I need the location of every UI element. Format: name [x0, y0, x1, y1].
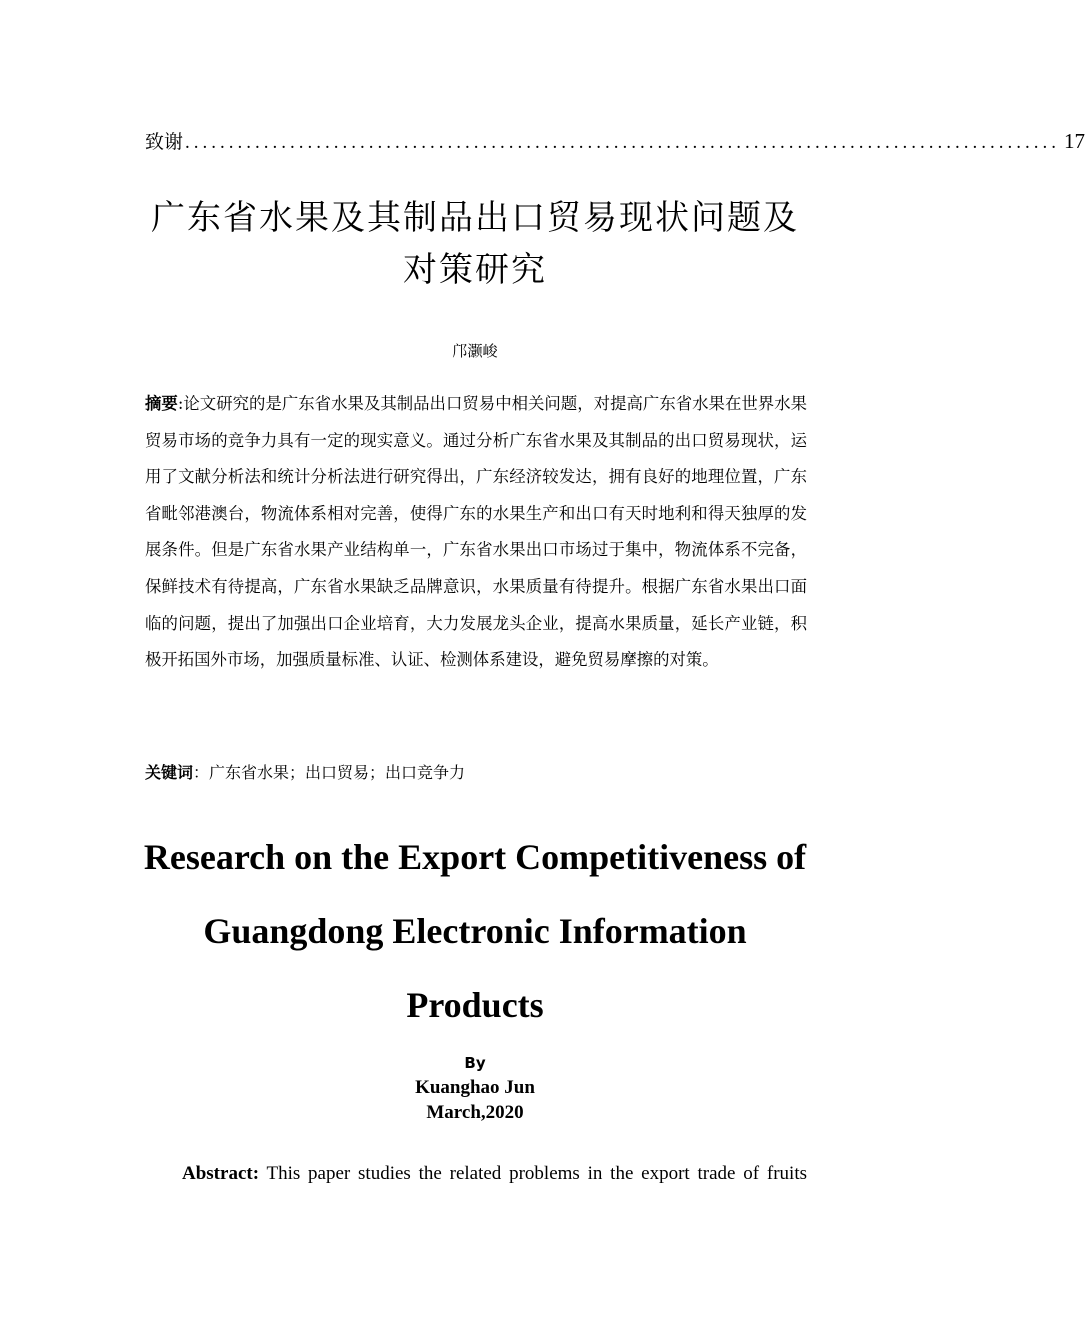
- chinese-keywords: [145, 760, 807, 786]
- english-date: March,2020: [426, 1102, 524, 1123]
- chinese-title-line-1: 广东省水果及其制品出口贸易现状问题及: [151, 198, 799, 238]
- english-by-label: By: [464, 1054, 486, 1072]
- english-abstract: [145, 1160, 807, 1188]
- chinese-title-line-2: 对策研究: [403, 250, 547, 290]
- chinese-title: [95, 192, 855, 296]
- chinese-keywords-text: 广东省水果；出口贸易；出口竞争力: [209, 763, 466, 782]
- english-title-line-3: Products: [406, 985, 544, 1025]
- chinese-keywords-label: 关键词: [145, 763, 194, 782]
- english-title-line-1: Research on the Export Competitiveness of: [143, 837, 807, 877]
- toc-entry-acknowledgements[interactable]: [145, 128, 1085, 156]
- chinese-abstract: [145, 386, 807, 679]
- toc-leader-dots: ....................................................................................................: [185, 132, 1061, 153]
- english-title-line-2: Guangdong Electronic Information: [203, 911, 747, 951]
- chinese-abstract-text: 论文研究的是广东省水果及其制品出口贸易中相关问题，对提高广东省水果在世界水果贸易市场的竞争力具有一定的现实意义。通过分析广东省水果及其制品的出口贸易现状，运用了文献分析法和统计分析法进行研究得出，广东经济较发达，拥有良好的地理位置，广东省毗邻港澳台，物流体系相对完善，使得广东的水果生产和出口有天时地利和得天独厚的发展条件。但是广东省水果产业结构单一，广东省水果出口市场过于集中，物流体系不完备，保鲜技术有待提高，广东省水果缺乏品牌意识，水果质量有待提升。根据广东省水果出口面临的问题，提出了加强出口企业培育，大力发展龙头企业，提高水果质量，延长产业链，积极开拓国外市场，加强质量标准、认证、检测体系建设，避免贸易摩擦的对策。: [145, 394, 808, 670]
- chinese-keywords-separator: ：: [193, 763, 210, 782]
- toc-page-number: 17: [1064, 129, 1085, 153]
- chinese-abstract-label: 摘要: [145, 394, 178, 413]
- english-abstract-text: This paper studies the related problems in the export trade of fruits: [266, 1163, 807, 1184]
- chinese-author: 邝灏峻: [452, 342, 498, 360]
- english-title: [95, 820, 855, 1042]
- english-abstract-label: Abstract:: [182, 1163, 260, 1184]
- chinese-abstract-separator: :: [177, 394, 184, 413]
- english-author: Kuanghao Jun: [415, 1077, 535, 1098]
- toc-label: 致谢: [145, 131, 184, 153]
